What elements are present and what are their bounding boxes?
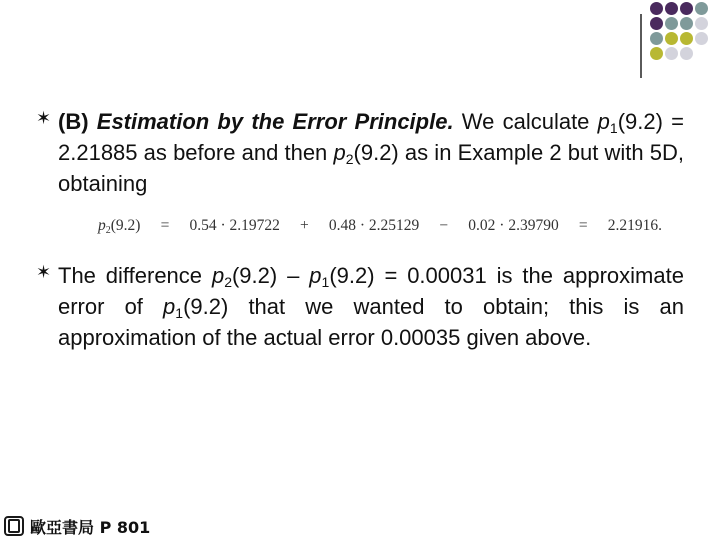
decorative-dot [665,47,678,60]
text-segment: The difference [58,263,203,288]
decorative-dot [650,17,663,30]
paragraph-difference [58,260,684,353]
formula-result: 2.21916. [607,217,662,234]
footer-text: 歐亞書局 P 801 [30,517,151,537]
text-segment: We calculate [461,109,590,134]
subscript: 1 [175,305,184,321]
formula-equals: = [160,217,170,234]
formula-symbol-p: p [98,217,106,234]
publisher-logo-icon [4,516,24,536]
section-title: Estimation by the Error Principle. [96,109,454,134]
decorative-dot [695,2,708,15]
decorative-dot [665,32,678,45]
label-b: (B) [58,109,89,134]
footer [4,514,150,538]
formula-arg: (9.2) [110,217,141,234]
formula-lhs [98,217,140,241]
formula-equals-2: = [578,217,588,234]
decorative-dot [650,32,663,45]
decorative-dot [695,32,708,45]
text-segment: (9.2) – [231,263,300,288]
bullet-difference [36,260,684,353]
symbol-p: p [163,294,176,319]
decorative-dot [665,17,678,30]
subscript: 1 [609,120,618,136]
formula-subscript: 2 [105,225,111,236]
text-segment: (9.2) as in Example 2 but with 5D, obtaining [58,140,684,196]
header-divider [640,14,642,78]
formula-plus: + [300,217,309,234]
subscript: 2 [345,151,354,167]
bullet-error-principle [36,106,684,199]
formula-term-1: 0.54 · 2.19722 [189,217,280,234]
subscript: 1 [321,274,330,290]
symbol-p: p [309,263,322,288]
decorative-dot [680,17,693,30]
decorative-dot [680,47,693,60]
symbol-p: p [333,140,346,165]
formula-p2 [98,217,662,241]
star-bullet-icon: ✶ [36,108,52,129]
formula-term-2: 0.48 · 2.25129 [328,217,420,234]
star-bullet-icon: ✶ [36,262,52,283]
decorative-dot [695,17,708,30]
paragraph-estimation [58,106,684,199]
decorative-dot [650,47,663,60]
text-segment: (9.2) that we wanted to obtain; this is an approximation of the actual error 0.00035 given above. [58,294,684,350]
decorative-dot-grid [650,2,720,78]
decorative-dot [680,32,693,45]
text-segment: (9.2) = 2.21885 as before and then [58,109,684,165]
subscript: 2 [224,274,232,290]
text-segment: (9.2) = 0.00031 is the approximate error of [58,263,684,319]
formula-term-3: 0.02 · 2.39790 [468,217,559,234]
formula-minus: − [439,217,449,234]
symbol-p: p [597,109,610,134]
symbol-p: p [211,263,225,288]
decorative-dot [665,2,678,15]
decorative-dot [650,2,663,15]
decorative-dot [680,2,693,15]
